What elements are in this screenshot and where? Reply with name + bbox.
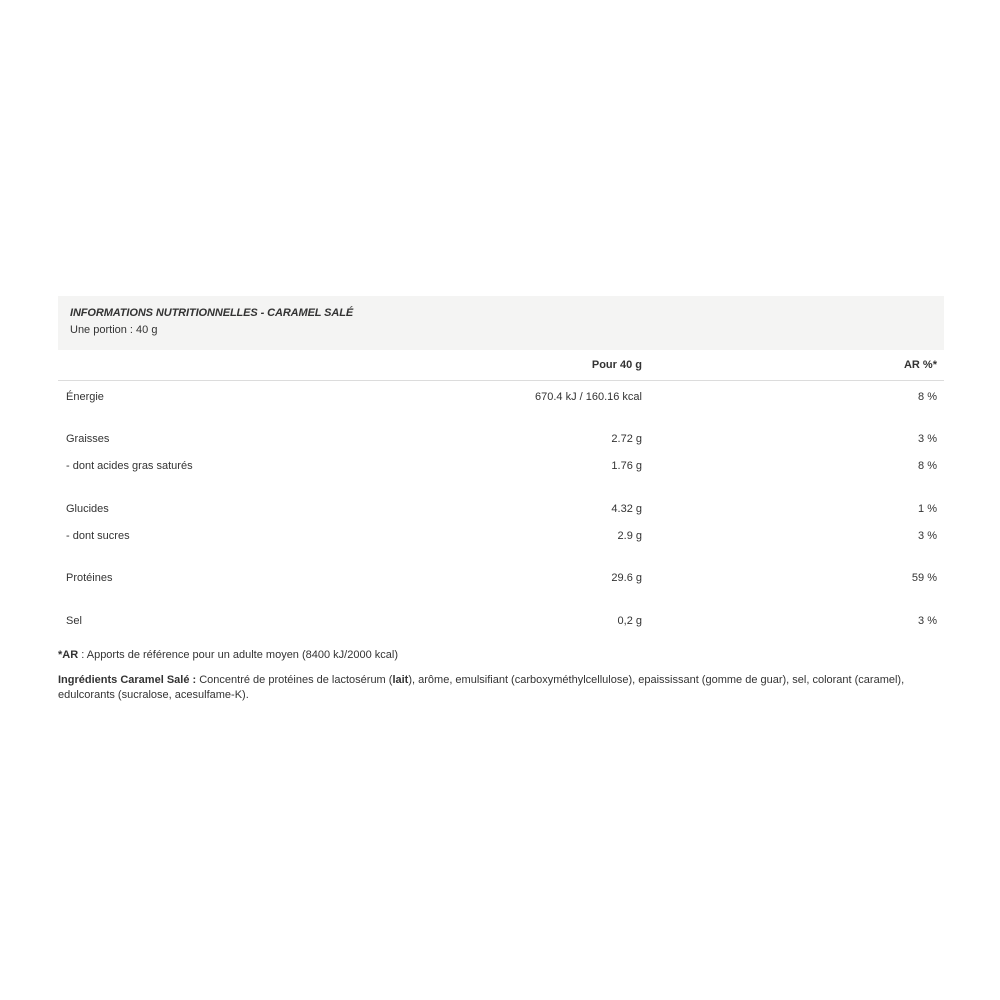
ingredients-list — [58, 673, 944, 703]
row-ar: 1 % — [918, 503, 937, 515]
table-column-headers — [58, 350, 944, 381]
row-label: Graisses — [66, 433, 110, 445]
table-row-sugars — [58, 530, 944, 544]
row-label: Glucides — [66, 503, 109, 515]
row-label: Sel — [66, 615, 82, 627]
ingredients-text-end: ), arôme, emulsifiant (carboxyméthylcellulose), epaississant (gomme de guar), sel, colorant (caramel), edulcorants (sucralose, acesulfame-K). — [58, 674, 905, 701]
table-row-fat — [58, 433, 944, 447]
row-value: 0,2 g — [617, 615, 642, 627]
row-ar: 3 % — [918, 615, 937, 627]
row-ar: 8 % — [918, 391, 937, 403]
row-ar: 3 % — [918, 530, 937, 542]
table-row-carbohydrates — [58, 503, 944, 517]
row-label: Protéines — [66, 572, 113, 584]
row-value: 4.32 g — [611, 503, 642, 515]
table-row-energy — [58, 391, 944, 405]
reference-intake-footnote — [58, 649, 944, 661]
row-value: 1.76 g — [611, 460, 642, 472]
portion-size: Une portion : 40 g — [70, 324, 158, 336]
allergen-highlight: lait — [392, 674, 409, 686]
row-ar: 8 % — [918, 460, 937, 472]
column-header-ar: AR %* — [903, 359, 937, 371]
nutrition-header — [58, 296, 944, 350]
row-label: - dont sucres — [66, 530, 130, 542]
row-value: 2.72 g — [611, 433, 642, 445]
footnote-label: *AR — [58, 649, 79, 661]
table-row-saturated-fat — [58, 460, 944, 474]
nutrition-panel — [58, 296, 944, 703]
table-row-protein — [58, 572, 944, 586]
footnote-text: : Apports de référence pour un adulte moyen (8400 kJ/2000 kcal) — [78, 649, 398, 661]
column-header-per-portion: Pour 40 g — [591, 359, 642, 371]
row-value: 29.6 g — [611, 572, 642, 584]
table-row-salt — [58, 615, 944, 629]
row-value: 2.9 g — [617, 530, 642, 542]
nutrition-title: INFORMATIONS NUTRITIONNELLES - CARAMEL SALÉ — [70, 307, 354, 319]
ingredients-label: Ingrédients Caramel Salé : — [58, 674, 197, 686]
row-ar: 59 % — [911, 572, 937, 584]
row-label: - dont acides gras saturés — [66, 460, 193, 472]
row-label: Énergie — [66, 391, 104, 403]
ingredients-text-start: Concentré de protéines de lactosérum ( — [196, 674, 393, 686]
row-value: 670.4 kJ / 160.16 kcal — [534, 391, 642, 403]
row-ar: 3 % — [918, 433, 937, 445]
